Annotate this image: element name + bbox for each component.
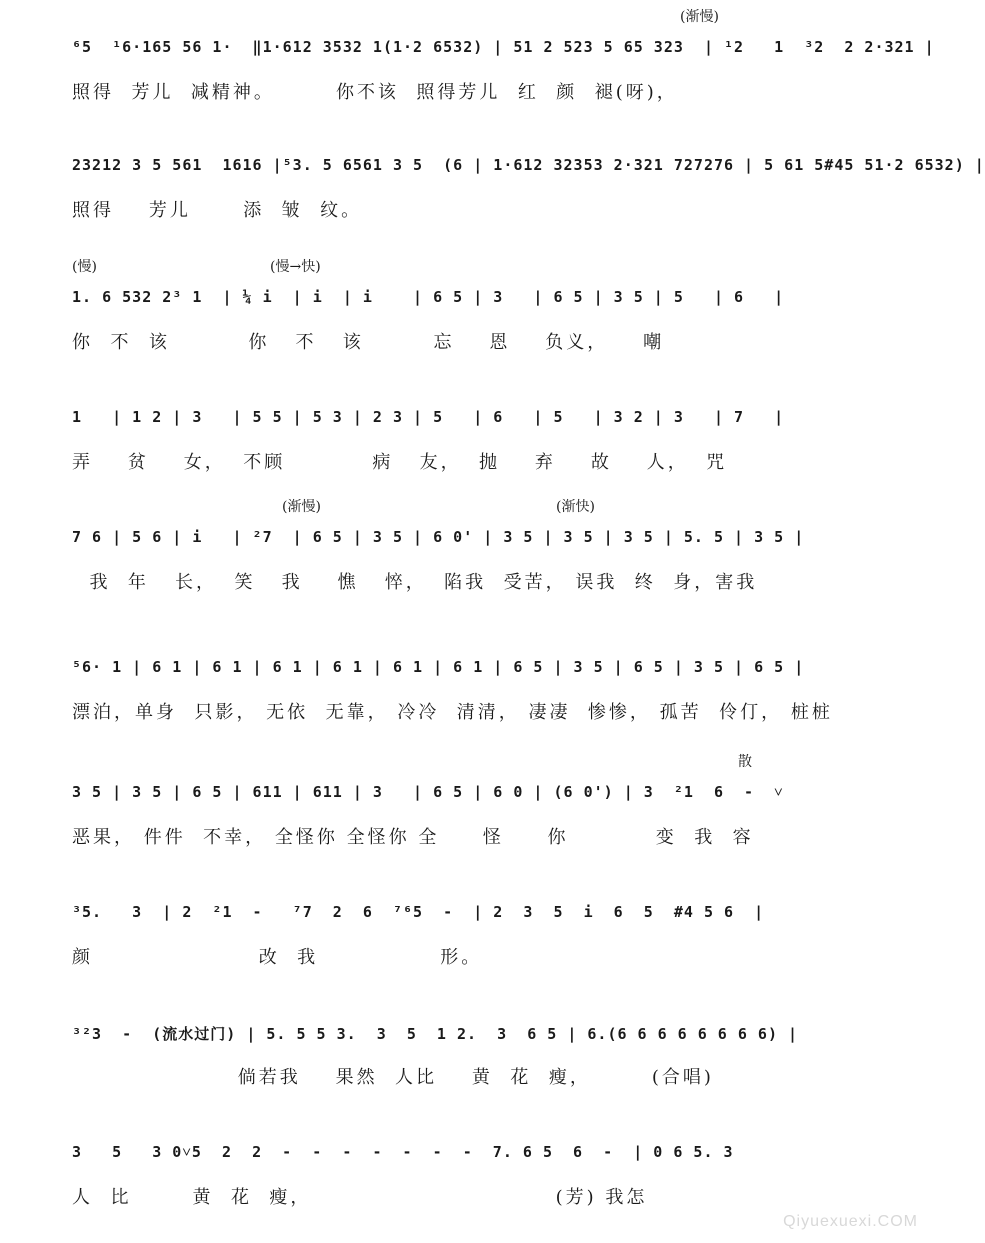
tempo-mark: 散 — [738, 754, 752, 770]
lyric-line: 弄 贫 女， 不顾 病 友， 抛 弃 故 人， 咒 — [72, 452, 728, 473]
tempo-mark: (渐慢) — [282, 499, 321, 515]
score-row-3 — [0, 250, 948, 360]
tempo-mark: (慢→快) — [270, 259, 321, 275]
lyric-line: 你 不 该 你 不 该 忘 恩 负义， 嘲 — [72, 332, 665, 353]
notation-line: 3 5 | 3 5 | 6 5 | 611 | 611 | 3 | 6 5 | 6 0 | (6 0') | 3 ²1 6 - ˅ — [72, 783, 784, 801]
lyric-line: 颜 改 我 形。 — [72, 947, 483, 968]
notation-line: ⁵6· 1 | 6 1 | 6 1 | 6 1 | 6 1 | 6 1 | 6 1 | 6 5 | 3 5 | 6 5 | 3 5 | 6 5 | — [72, 658, 805, 676]
tempo-mark: (渐快) — [556, 499, 595, 515]
lyric-line: 照得 芳儿 添 皱 纹。 — [72, 200, 363, 221]
score-row-7 — [0, 745, 948, 855]
lyric-line: 倘若我 果然 人比 黄 花 瘦， (合唱) — [72, 1067, 714, 1088]
score-row-5 — [0, 490, 948, 600]
notation-line: ³²3 - (流水过门) | 5. 5 5 3. 3 5 1 2. 3 6 5 | 6.(6 6 6 6 6 6 6 6) | — [72, 1025, 799, 1043]
score-row-4 — [0, 370, 948, 480]
site-watermark: Qiyuexuexi.COM — [783, 1213, 918, 1230]
notation-line: 1 | 1 2 | 3 | 5 5 | 5 3 | 2 3 | 5 | 6 | 5 | 3 2 | 3 | 7 | — [72, 408, 785, 426]
notation-line: ³5. 3 | 2 ²1 - ⁷7 2 6 ⁷⁶5 - | 2 3 5 i 6 5 #4 5 6 | — [72, 903, 765, 921]
score-row-9 — [0, 985, 948, 1095]
notation-line: 3 5 3 0˅5 2 2 - - - - - - - 7. 6 5 6 - | 0 6 5. 3 — [72, 1143, 734, 1161]
lyric-line: 照得 芳儿 减精神。 你不该 照得芳儿 红 颜 褪(呀)， — [72, 82, 678, 103]
score-row-10 — [0, 1105, 948, 1215]
notation-line: 23212 3 5 561 1616 |⁵3. 5 6561 3 5 (6 | 1·612 32353 2·321 727276 | 5 61 5#45 51·2 6532) | — [72, 156, 985, 174]
tempo-mark: (渐慢) — [680, 9, 719, 25]
score-row-8 — [0, 865, 948, 975]
lyric-line: 人 比 黄 花 瘦， (芳) 我怎 — [72, 1187, 648, 1208]
lyric-line: 漂泊，单身 只影， 无依 无靠， 冷冷 清清， 凄凄 惨惨， 孤苦 伶仃， 桩桩 — [72, 702, 833, 723]
score-row-6 — [0, 620, 948, 730]
score-row-2 — [0, 118, 985, 228]
tempo-mark: (慢) — [72, 259, 97, 275]
score-row-1 — [0, 0, 948, 110]
notation-line: 1. 6 532 2³ 1 | ¼ i | i | i | 6 5 | 3 | 6 5 | 3 5 | 5 | 6 | — [72, 288, 785, 306]
notation-line: ⁶5 ¹6·165 56 1· ‖1·612 3532 1(1·2 6532) | 51 2 523 5 65 323 | ¹2 1 ³2 2 2·321 | — [72, 38, 935, 56]
lyric-line: 我 年 长， 笑 我 憔 悴， 陷我 受苦， 误我 终 身，害我 — [72, 572, 758, 593]
lyric-line: 恶果， 件件 不幸， 全怪你 全怪你 全 怪 你 变 我 容 — [72, 827, 754, 848]
notation-line: 7 6 | 5 6 | i | ²7 | 6 5 | 3 5 | 6 0' | 3 5 | 3 5 | 3 5 | 5. 5 | 3 5 | — [72, 528, 805, 546]
